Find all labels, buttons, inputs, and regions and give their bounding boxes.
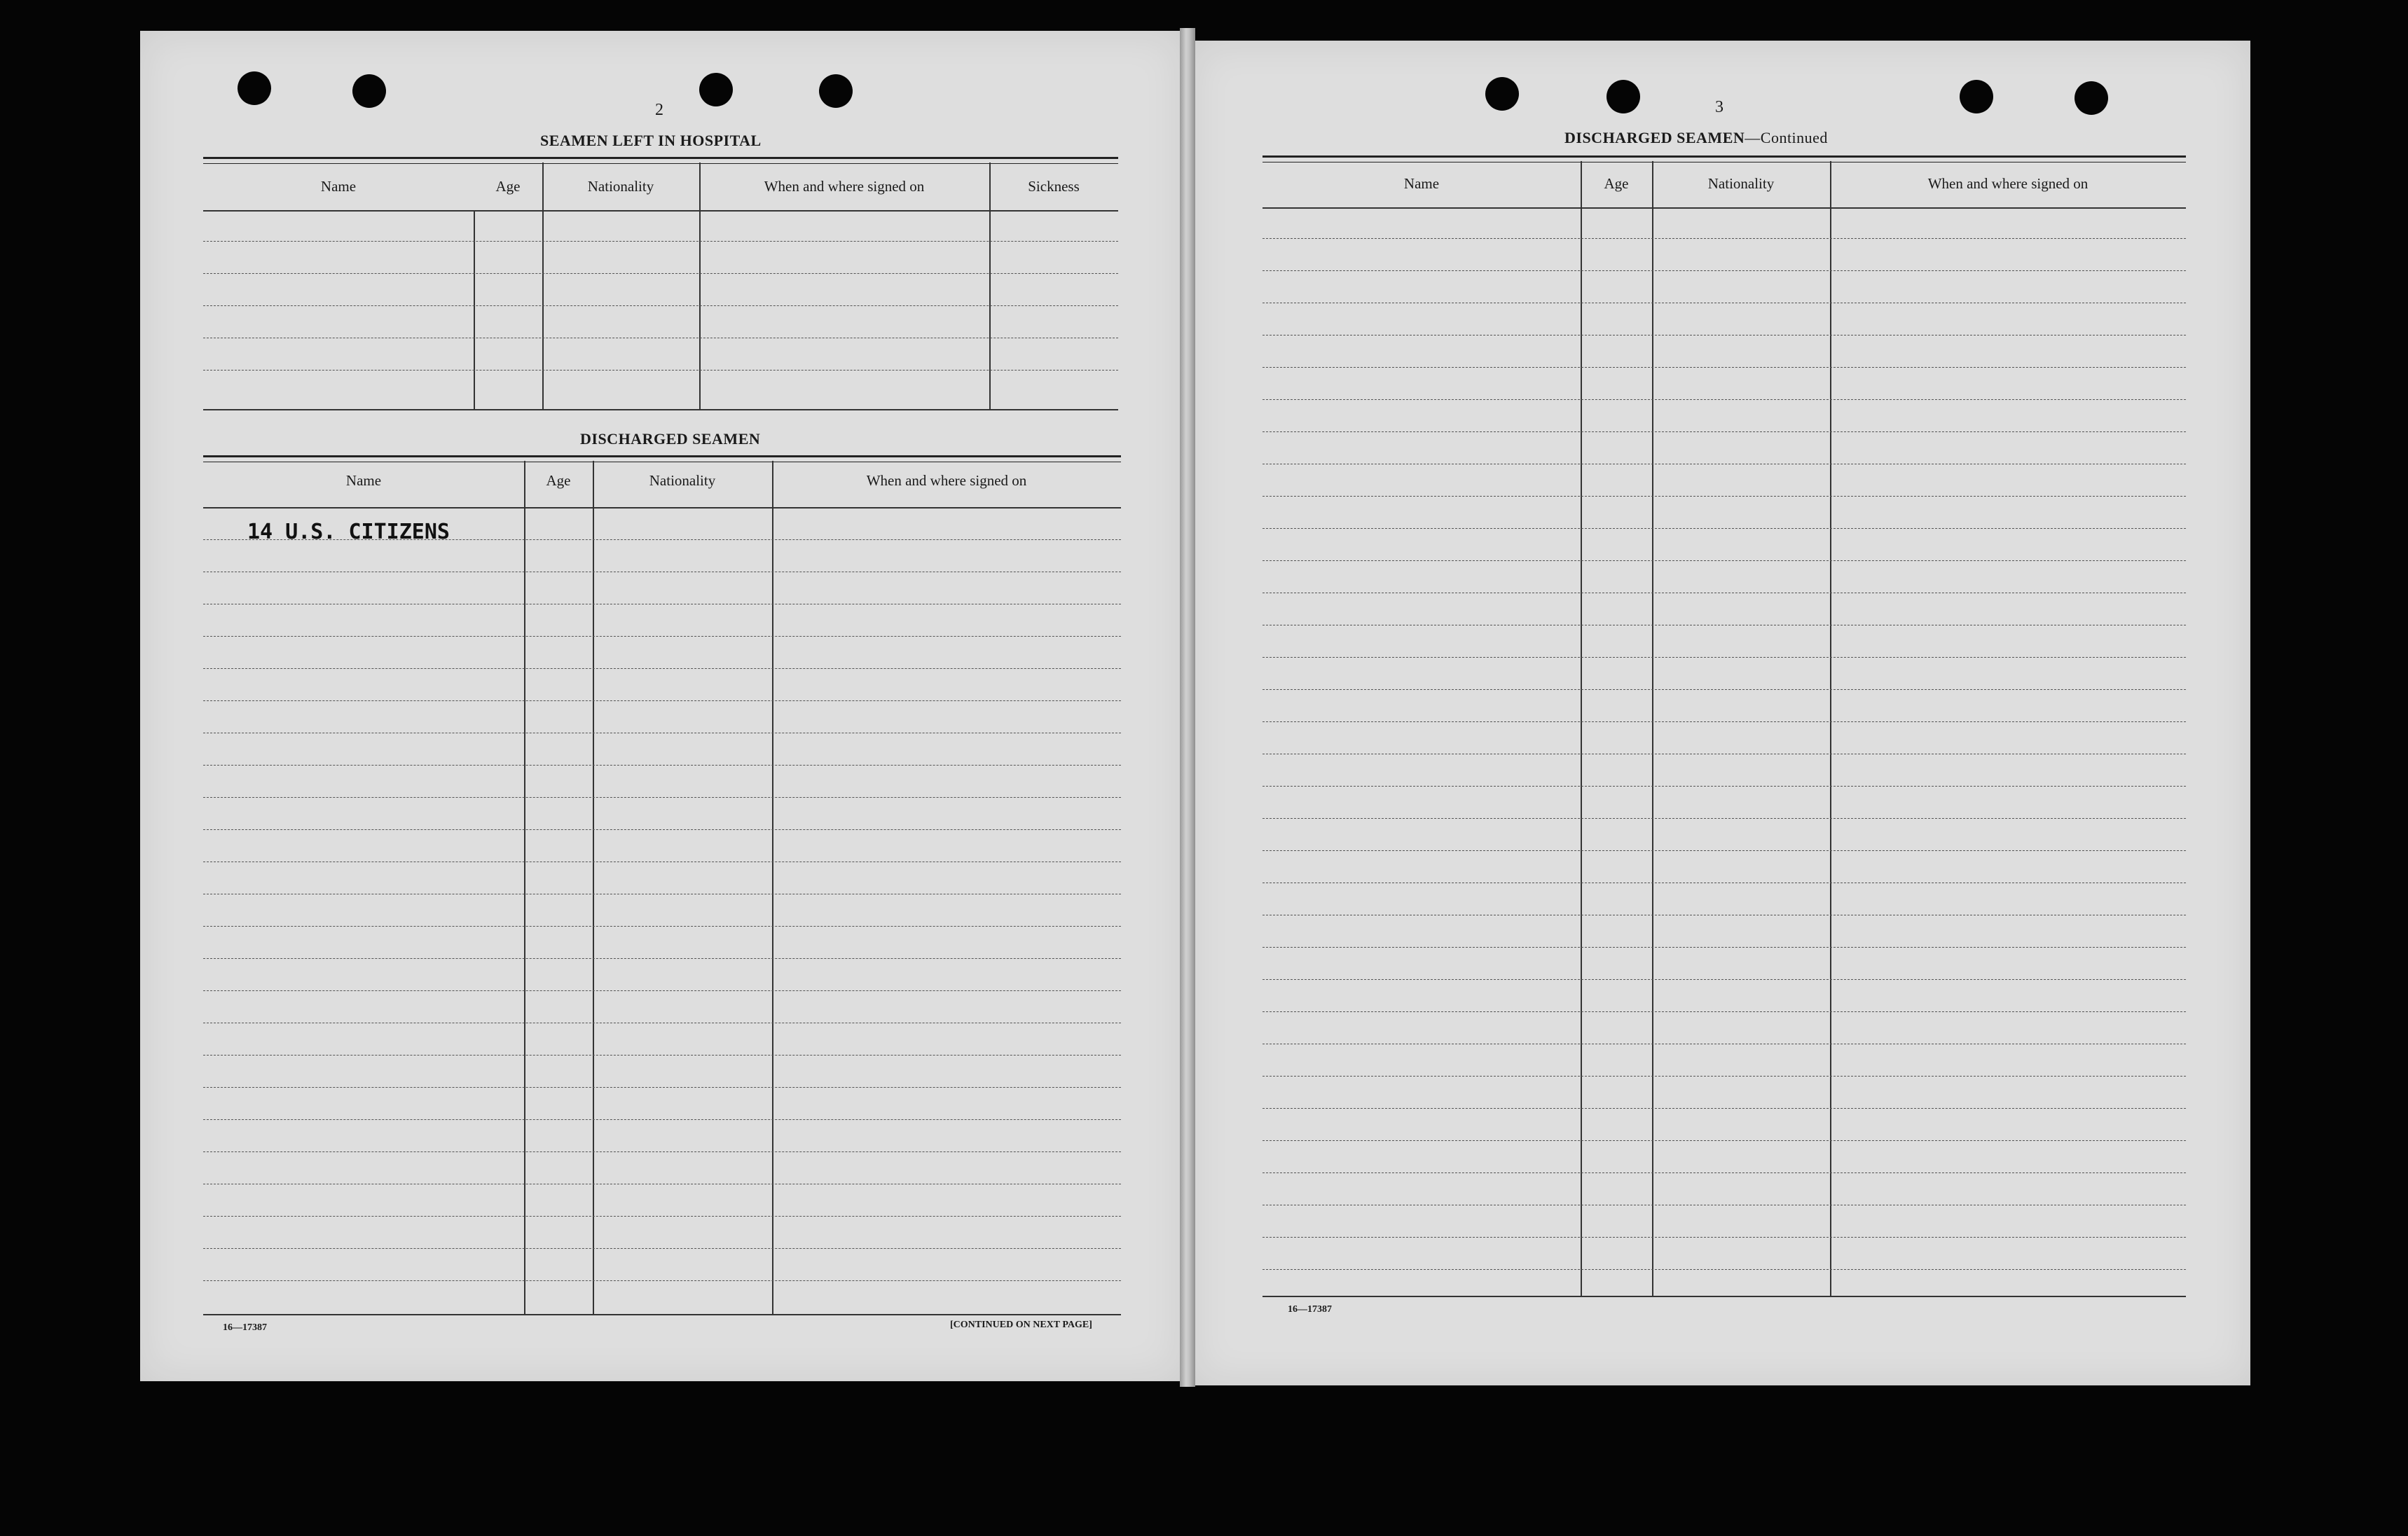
discharged-continued-title-text: DISCHARGED SEAMEN <box>1564 129 1745 146</box>
discharged-col-signed-on: When and where signed on <box>866 472 1027 489</box>
discharged-entry: 14 U.S. CITIZENS <box>247 520 450 544</box>
discharged-section-title: DISCHARGED SEAMEN <box>580 430 761 448</box>
hospital-col-signed-on: When and where signed on <box>764 178 925 195</box>
punch-hole <box>699 73 733 106</box>
continued-col-signed-on: When and where signed on <box>1927 175 2089 192</box>
discharged-col-name: Name <box>345 472 382 489</box>
page-gutter <box>1180 28 1195 1387</box>
punch-hole <box>1607 80 1640 113</box>
page-number: 2 <box>655 101 663 119</box>
page-number: 3 <box>1715 98 1724 116</box>
hospital-col-name: Name <box>320 178 357 195</box>
punch-hole <box>819 74 853 108</box>
discharged-col-nationality: Nationality <box>649 472 716 489</box>
form-number: 16—17387 <box>1288 1304 1332 1315</box>
discharged-col-age: Age <box>546 472 571 489</box>
hospital-col-age: Age <box>495 178 521 195</box>
discharged-continued-table <box>1263 155 2186 1297</box>
hospital-table <box>203 157 1118 410</box>
punch-hole <box>352 74 386 108</box>
continued-col-nationality: Nationality <box>1707 175 1775 192</box>
discharged-table <box>203 455 1121 1315</box>
punch-hole <box>238 71 271 105</box>
hospital-section-title: SEAMEN LEFT IN HOSPITAL <box>540 132 762 149</box>
continued-note: [CONTINUED ON NEXT PAGE] <box>950 1320 1092 1330</box>
form-number: 16—17387 <box>223 1322 267 1333</box>
continued-col-name: Name <box>1403 175 1440 192</box>
punch-hole <box>1485 77 1519 111</box>
hospital-col-nationality: Nationality <box>587 178 654 195</box>
discharged-continued-title <box>1564 129 1828 147</box>
punch-hole <box>1960 80 1993 113</box>
hospital-col-sickness: Sickness <box>1028 178 1080 195</box>
punch-hole <box>2075 81 2108 115</box>
continued-suffix: —Continued <box>1745 129 1828 146</box>
continued-col-age: Age <box>1604 175 1629 192</box>
